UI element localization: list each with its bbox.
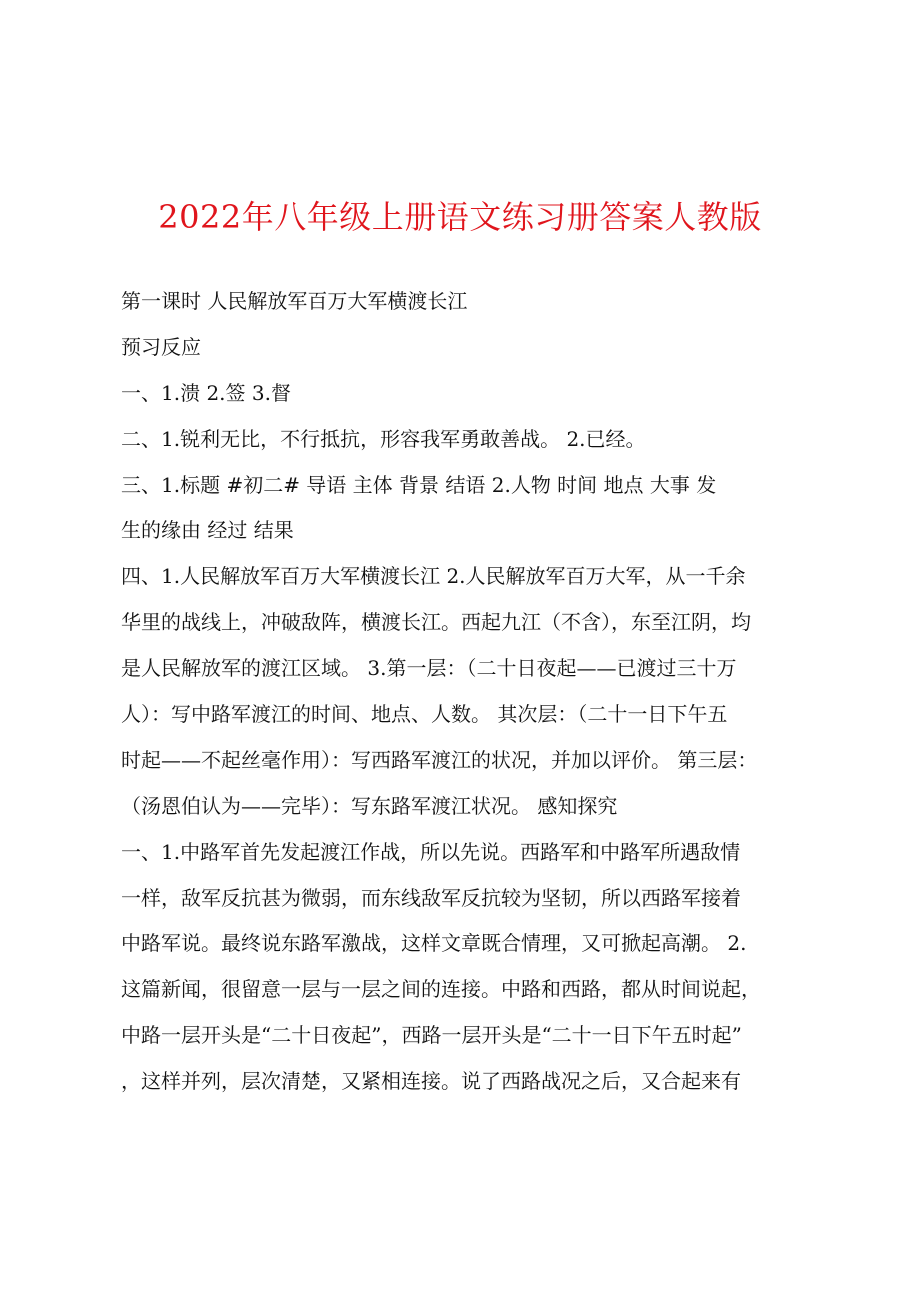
answer-line: 一、1.溃 2.签 3.督 bbox=[121, 380, 291, 405]
answer-line: 这篇新闻，很留意一层与一层之间的连接。中路和西路，都从时间说起， bbox=[121, 977, 761, 1002]
document-title: 2022年八年级上册语文练习册答案人教版 bbox=[158, 198, 762, 236]
subsection-heading: 预习反应 bbox=[121, 334, 201, 359]
answer-line: 四、1.人民解放军百万大军横渡长江 2.人民解放军百万大军，从一千余 bbox=[121, 564, 746, 589]
answer-line: 华里的战线上，冲破敌阵，横渡长江。西起九江（不含），东至江阴，均 bbox=[121, 610, 751, 635]
answer-line: ，这样并列，层次清楚，又紧相连接。说了西路战况之后，又合起来有 bbox=[121, 1069, 741, 1094]
answer-line: （汤恩伯认为——完毕）：写东路军渡江状况。 感知探究 bbox=[121, 793, 618, 818]
answer-line: 是人民解放军的渡江区域。 3.第一层：（二十日夜起——已渡过三十万 bbox=[121, 656, 737, 681]
document-body bbox=[121, 279, 811, 1105]
answer-line: 人）：写中路军渡江的时间、地点、人数。 其次层：（二十一日下午五 bbox=[121, 702, 728, 727]
answer-line: 时起——不起丝毫作用）：写西路军渡江的状况，并加以评价。 第三层： bbox=[121, 747, 758, 772]
section-heading: 第一课时 人民解放军百万大军横渡长江 bbox=[121, 289, 468, 313]
answer-line: 中路军说。最终说东路军激战，这样文章既合情理，又可掀起高潮。 2. bbox=[121, 931, 747, 956]
answer-line: 生的缘由 经过 结果 bbox=[121, 518, 294, 543]
answer-line: 三、1.标题 #初二# 导语 主体 背景 结语 2.人物 时间 地点 大事 发 bbox=[121, 472, 717, 497]
answer-line: 二、1.锐利无比，不行抵抗，形容我军勇敢善战。 2.已经。 bbox=[121, 426, 646, 451]
answer-line: 一、1.中路军首先发起渡江作战，所以先说。西路军和中路军所遇敌情 bbox=[121, 839, 741, 864]
answer-line: 中路一层开头是“二十日夜起”，西路一层开头是“二十一日下午五时起” bbox=[121, 1023, 742, 1048]
answer-line: 一样，敌军反抗甚为微弱，而东线敌军反抗较为坚韧，所以西路军接着 bbox=[121, 885, 741, 910]
